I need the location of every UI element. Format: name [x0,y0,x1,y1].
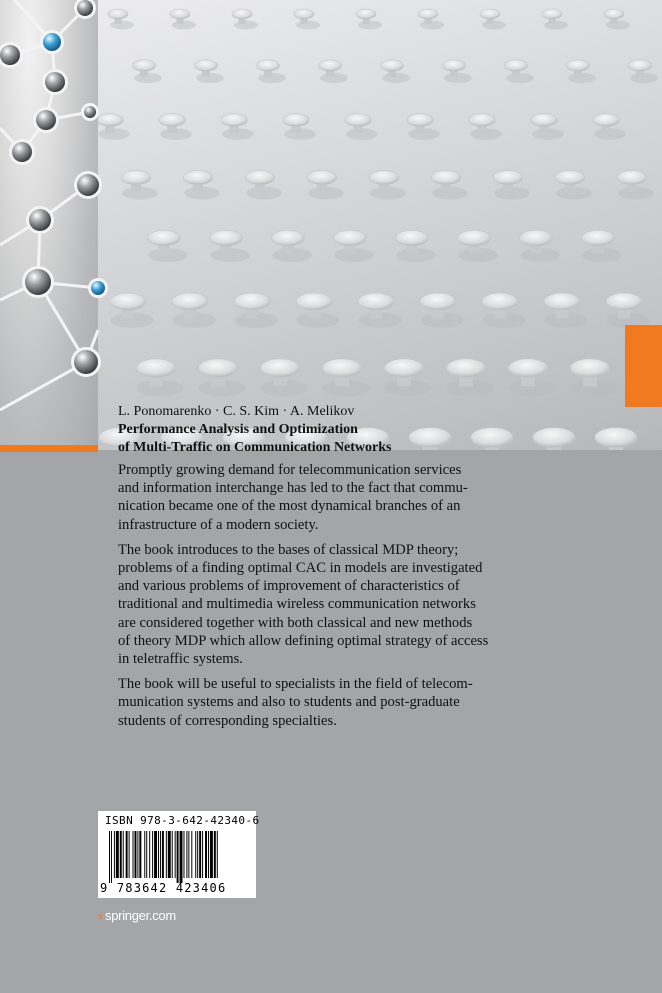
peg-head [544,293,580,310]
peg-head [520,230,553,246]
barcode-bar [188,831,189,878]
barcode-bar [160,831,161,878]
barcode-bar [146,831,147,878]
peg-head [504,60,527,71]
peg-head [318,60,341,71]
molecule-network-illustration [0,0,110,445]
network-node-ball [0,45,20,65]
network-node-ball [12,142,32,162]
peg-head [121,170,151,184]
peg-head [198,359,237,377]
chevron-right-icon: › [98,908,103,923]
peg-head [272,230,305,246]
peg-head [296,293,332,310]
barcode-bar [154,831,157,878]
peg-head [170,9,190,19]
barcode-bar [129,831,130,878]
network-node-ball [84,106,96,118]
barcode-bar [172,831,173,878]
isbn-barcode [98,811,260,898]
barcode-bar [214,831,216,878]
barcode-bar [120,831,122,878]
barcode-bar [111,831,112,883]
isbn-number: ISBN 978-3-642-42340-6 [105,814,260,827]
peg-shadow [110,21,134,30]
peg-shadow [544,21,568,30]
peg-head [442,60,465,71]
ean-digits: 9 783642 423406 [100,881,227,895]
barcode-bar [126,831,128,878]
barcode-bar [217,831,218,878]
publisher-link[interactable] [98,908,176,923]
network-node-ball [29,209,51,231]
peg-head [431,170,461,184]
barcode-bar [166,831,167,878]
pegs-photo-panel [98,0,662,450]
peg-shadow [172,21,196,30]
peg-head [595,428,637,448]
peg-head [148,230,181,246]
peg-head [566,60,589,71]
barcode-bar [168,831,171,878]
peg-head [617,170,647,184]
peg-head [183,170,213,184]
peg-head [159,114,185,127]
pegs-illustration [98,0,662,450]
peg-head [420,293,456,310]
peg-head [132,60,155,71]
peg-head [471,428,513,448]
description-paragraph: Promptly growing demand for telecommunication services and information interchange has led to the fact that commu- nication became one of the most dynamical branches of an infrastructure of a modern society. [118,462,468,533]
cover-photo [0,0,662,450]
barcode-bars [109,831,249,883]
publisher-url: springer.com [105,908,176,923]
peg-head [307,170,337,184]
description-paragraph: The book will be useful to specialists in the field of telecom- munication systems and also to students and post-graduate students of corresponding specialties. [118,676,473,729]
peg-head [172,293,208,310]
barcode-bar [175,831,176,878]
book-authors: L. Ponomarenko · C. S. Kim · A. Melikov [118,404,355,419]
barcode-bar [139,831,141,878]
barcode-bar [191,831,192,878]
barcode-bar [158,831,159,878]
peg-head [334,230,367,246]
network-node-ball [36,110,56,130]
peg-head [604,9,624,19]
peg-head [345,114,371,127]
barcode-bar [186,831,187,878]
barcode-bar [183,831,184,878]
peg-head [555,170,585,184]
network-node-ball [77,174,99,196]
peg-head [380,60,403,71]
barcode-bar [210,831,213,878]
book-title-line-1: Performance Analysis and Optimization [118,422,358,437]
barcode-bar [144,831,145,878]
peg-head [593,114,619,127]
peg-head [260,359,299,377]
peg-head [418,9,438,19]
barcode-bar [208,831,209,878]
peg-shadow [482,21,506,30]
peg-head [570,359,609,377]
peg-head [322,359,361,377]
barcode-bar [195,831,196,878]
network-node-ball [43,33,61,51]
network-node-ball [25,269,51,295]
peg-head [136,359,175,377]
peg-head [110,293,146,310]
peg-head [108,9,128,19]
peg-head [210,230,243,246]
peg-head [458,230,491,246]
peg-head [358,293,394,310]
barcode-bar [177,831,179,883]
peg-head [256,60,279,71]
barcode-bar [205,831,207,878]
peg-head [369,170,399,184]
barcode-bar [134,831,136,878]
barcode-bar [180,831,183,883]
peg-head [283,114,309,127]
peg-head [384,359,423,377]
peg-head [396,230,429,246]
peg-head [542,9,562,19]
network-node-ball [45,72,65,92]
barcode-bar [152,831,153,878]
peg-head [628,60,651,71]
book-title [118,421,392,457]
peg-head [531,114,557,127]
peg-shadow [296,21,320,30]
description-paragraph: The book introduces to the bases of classical MDP theory; problems of a finding optimal CAC in models are investigated and various problems of improvement of characteristics of traditional and multimedia wireless communication networks are considered together with both classical and new methods of theory MDP which allow defining optimal strategy of access in teletraffic systems. [118,541,489,668]
peg-head [493,170,523,184]
peg-head [482,293,518,310]
peg-head [194,60,217,71]
peg-shadow [420,21,444,30]
barcode-bar [123,831,124,878]
barcode-bar [199,831,201,878]
orange-edge-tab [625,325,662,407]
network-node-ball [91,281,105,295]
peg-head [221,114,247,127]
peg-shadow [234,21,258,30]
peg-head [582,230,615,246]
peg-head [245,170,275,184]
peg-head [469,114,495,127]
barcode-bar [116,831,119,878]
barcode-bar [149,831,150,878]
orange-accent-bar [0,445,98,452]
network-node-ball [74,350,98,374]
barcode-bar [109,831,110,883]
network-node-ball [77,0,93,16]
book-description [118,461,638,737]
peg-shadow [358,21,382,30]
barcode-bar [162,831,164,878]
peg-head [407,114,433,127]
barcode-bar [137,831,138,878]
peg-shadow [606,21,630,30]
peg-head [446,359,485,377]
peg-head [294,9,314,19]
peg-head [508,359,547,377]
peg-head [234,293,270,310]
barcode-bar [133,831,134,878]
peg-head [606,293,642,310]
peg-head [232,9,252,19]
peg-head [356,9,376,19]
barcode-bar [114,831,115,878]
book-title-line-2: of Multi-Traffic on Communication Networks [118,440,392,455]
barcode-bar [202,831,203,878]
peg-head [409,428,451,448]
peg-head [533,428,575,448]
barcode-bar [197,831,198,878]
peg-head [480,9,500,19]
